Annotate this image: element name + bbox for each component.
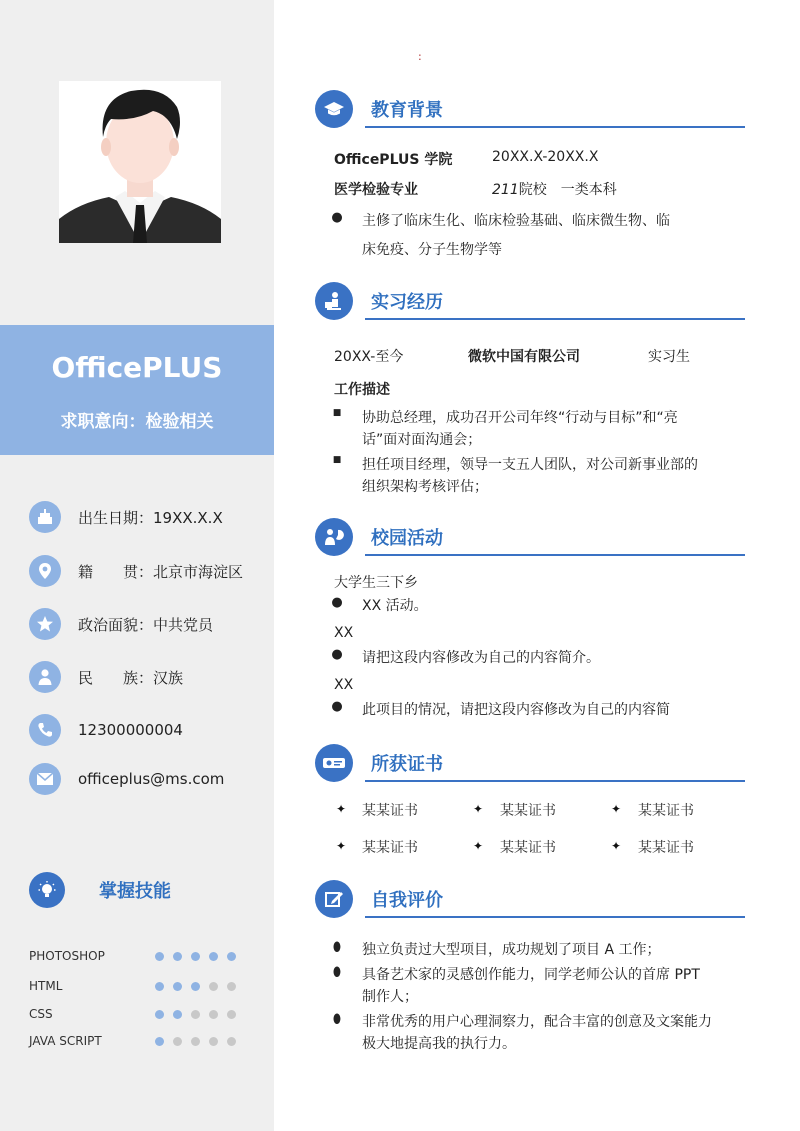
- info-political: [29, 607, 213, 641]
- skills-title: 掌握技能: [99, 881, 171, 902]
- birthday-cake-icon: [29, 501, 61, 533]
- skill-dot-empty: [227, 1010, 236, 1019]
- education-period: 20XX.X-20XX.X: [492, 149, 599, 165]
- campus-header: [315, 518, 745, 558]
- bullet-star: ✦: [611, 839, 622, 853]
- skill-dot-empty: [173, 1037, 182, 1046]
- skill-dot-empty: [227, 982, 236, 991]
- bullet-drop: ⬮: [332, 940, 342, 955]
- bullet-square: ■: [332, 455, 342, 465]
- skill-dot-filled: [155, 982, 164, 991]
- work-item-text: 协助总经理，成功召开公司年终“行动与目标”和“亮: [362, 410, 678, 426]
- skill-dot-filled: [227, 952, 236, 961]
- info-text: 民 族：汉族: [78, 668, 184, 687]
- lightbulb-icon: [29, 872, 65, 908]
- activity-text: 此项目的情况，请把这段内容修改为自己的内容简: [362, 702, 670, 718]
- certificate-item: 某某证书: [638, 840, 694, 856]
- name-band: [0, 325, 274, 455]
- self-eval-text: 极大地提高我的执行力。: [362, 1036, 516, 1052]
- bullet-star: ✦: [611, 802, 622, 816]
- skill-dot-filled: [173, 982, 182, 991]
- presenter-icon: [315, 282, 353, 320]
- skill-row: [29, 977, 259, 995]
- self-eval-header: [315, 880, 745, 920]
- bullet-star: ✦: [473, 802, 484, 816]
- company-name: 微软中国有限公司: [468, 349, 580, 365]
- education-header: [315, 90, 745, 130]
- info-text: 籍 贯：北京市海淀区: [78, 562, 244, 581]
- work-item-text: 组织架构考核评估；: [362, 479, 488, 495]
- bullet-dot: ●: [331, 647, 343, 662]
- info-text: 12300000004: [78, 721, 183, 739]
- certificate-item: 某某证书: [362, 803, 418, 819]
- skill-dot-filled: [191, 982, 200, 991]
- activity-heading: 大学生三下乡: [334, 575, 418, 591]
- info-hometown: [29, 554, 243, 588]
- skill-dot-filled: [191, 952, 200, 961]
- job-role: 实习生: [648, 349, 690, 365]
- header-mark: :: [418, 50, 422, 63]
- skill-dot-filled: [155, 952, 164, 961]
- candidate-name: OfficePLUS: [51, 351, 223, 384]
- education-title: 教育背景: [371, 100, 443, 121]
- profile-photo: [59, 81, 221, 243]
- edit-icon: [315, 880, 353, 918]
- info-email: [29, 762, 224, 796]
- skills-header: [29, 872, 171, 908]
- activity-text: 请把这段内容修改为自己的内容简介。: [362, 650, 600, 666]
- skill-dot-empty: [209, 1037, 218, 1046]
- location-pin-icon: [29, 555, 61, 587]
- certificate-item: 某某证书: [362, 840, 418, 856]
- skill-level-dots: [155, 1010, 236, 1019]
- self-eval-text: 制作人；: [362, 989, 418, 1005]
- school-name: OfficePLUS 学院: [334, 152, 453, 168]
- section-divider: [365, 318, 745, 320]
- skill-dot-filled: [155, 1037, 164, 1046]
- skill-dot-empty: [209, 982, 218, 991]
- info-ethnicity: [29, 660, 183, 694]
- section-divider: [365, 780, 745, 782]
- info-phone: [29, 713, 183, 747]
- skill-level-dots: [155, 952, 236, 961]
- skill-dot-empty: [209, 1010, 218, 1019]
- self-eval-text: 独立负责过大型项目，成功规划了项目 A 工作；: [362, 942, 661, 958]
- course-text: 床免疫、分子生物学等: [362, 242, 502, 258]
- skill-level-dots: [155, 982, 236, 991]
- skill-name: HTML: [29, 979, 63, 993]
- skill-row: [29, 947, 259, 965]
- certificate-item: 某某证书: [500, 840, 556, 856]
- skill-dot-filled: [173, 952, 182, 961]
- info-text: officeplus@ms.com: [78, 770, 225, 788]
- self-eval-text: 具备艺术家的灵感创作能力，同学老师公认的首席 PPT: [362, 967, 700, 983]
- course-text: 主修了临床生化、临床检验基础、临床微生物、临: [362, 213, 670, 229]
- certificate-item: 某某证书: [500, 803, 556, 819]
- bullet-square: ■: [332, 408, 342, 418]
- info-birthdate: [29, 500, 223, 534]
- bullet-star: ✦: [473, 839, 484, 853]
- person-icon: [29, 661, 61, 693]
- star-icon: [29, 608, 61, 640]
- skill-dot-filled: [173, 1010, 182, 1019]
- bullet-star: ✦: [336, 802, 347, 816]
- school-level: [492, 179, 617, 199]
- skill-name: PHOTOSHOP: [29, 949, 105, 963]
- internship-title: 实习经历: [371, 292, 443, 313]
- section-divider: [365, 554, 745, 556]
- school-level-prefix: 211: [492, 182, 519, 198]
- work-item-text: 担任项目经理，领导一支五人团队，对公司新事业部的: [362, 457, 698, 473]
- person-chart-icon: [315, 518, 353, 556]
- certificates-title: 所获证书: [371, 754, 443, 775]
- activity-text: XX 活动。: [362, 598, 428, 614]
- graduation-cap-icon: [315, 90, 353, 128]
- info-text: 出生日期：19XX.X.X: [78, 508, 223, 527]
- bullet-drop: ⬮: [332, 965, 342, 980]
- skill-dot-filled: [155, 1010, 164, 1019]
- skill-name: CSS: [29, 1007, 53, 1021]
- envelope-icon: [29, 763, 61, 795]
- work-item-text: 话”面对面沟通会；: [362, 432, 482, 448]
- skill-row: [29, 1032, 259, 1050]
- info-text: 政治面貌：中共党员: [78, 615, 214, 634]
- phone-icon: [29, 714, 61, 746]
- skill-dot-empty: [191, 1010, 200, 1019]
- bullet-star: ✦: [336, 839, 347, 853]
- campus-title: 校园活动: [371, 528, 443, 549]
- skill-name: JAVA SCRIPT: [29, 1034, 102, 1048]
- bullet-dot: ●: [331, 210, 343, 225]
- activity-heading: XX: [334, 677, 354, 693]
- major: 医学检验专业: [334, 182, 418, 198]
- sidebar: [0, 0, 274, 1131]
- self-eval-title: 自我评价: [371, 890, 443, 911]
- certificate-icon: [315, 744, 353, 782]
- work-desc-label: 工作描述: [334, 382, 390, 398]
- self-eval-text: 非常优秀的用户心理洞察力，配合丰富的创意及文案能力: [362, 1014, 712, 1030]
- skill-level-dots: [155, 1037, 236, 1046]
- job-target: 求职意向：检验相关: [60, 412, 214, 432]
- school-level-rest: 院校 一类本科: [518, 182, 617, 198]
- skill-row: [29, 1005, 259, 1023]
- activity-heading: XX: [334, 625, 354, 641]
- section-divider: [365, 916, 745, 918]
- bullet-drop: ⬮: [332, 1012, 342, 1027]
- internship-period: 20XX-至今: [334, 349, 404, 365]
- certificates-header: [315, 744, 745, 784]
- skill-dot-filled: [209, 952, 218, 961]
- internship-header: [315, 282, 745, 322]
- bullet-dot: ●: [331, 595, 343, 610]
- certificate-item: 某某证书: [638, 803, 694, 819]
- section-divider: [365, 126, 745, 128]
- skill-dot-empty: [227, 1037, 236, 1046]
- skill-dot-empty: [191, 1037, 200, 1046]
- bullet-dot: ●: [331, 699, 343, 714]
